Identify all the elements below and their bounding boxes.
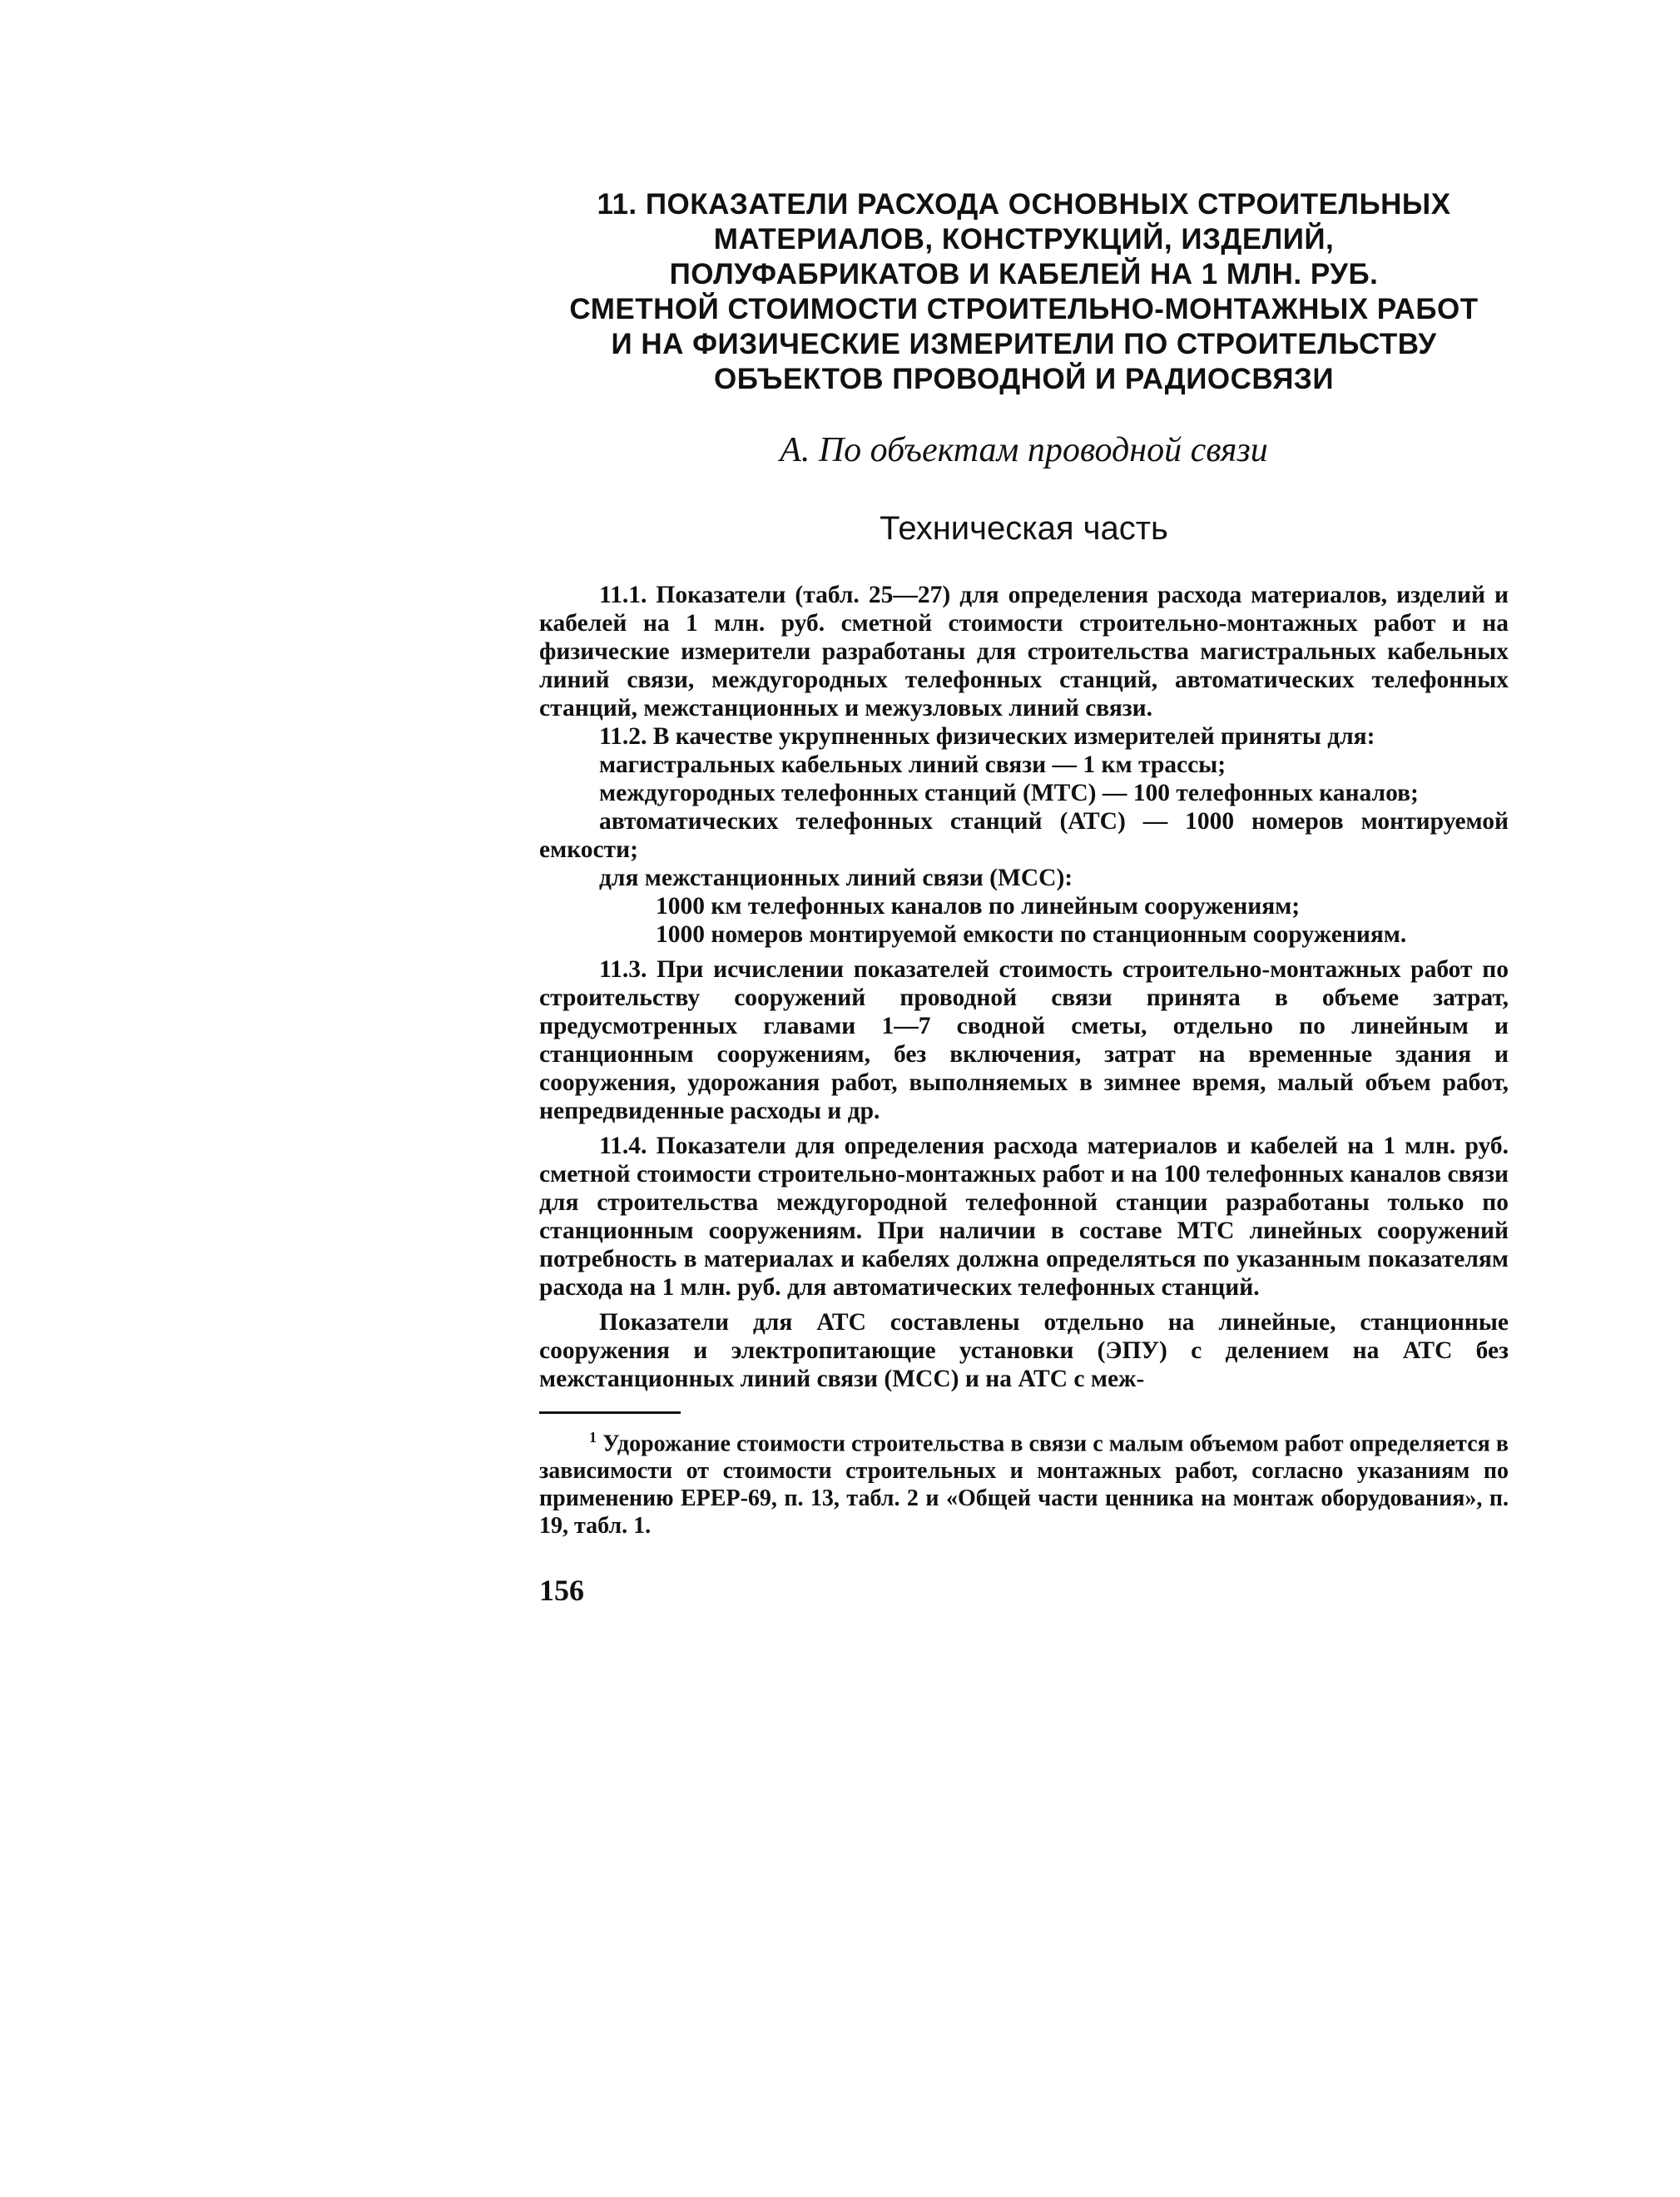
chapter-title [539, 187, 1509, 397]
paragraph-ats: Показатели для АТС составлены отдельно на линейные, станционные сооружения и электропитающие установки (ЭПУ) с делением на АТС без межстанционных линий связи (МСС) и на АТС с меж- [539, 1309, 1509, 1392]
list-item: автоматических телефонных станций (АТС) — 1000 номеров монтируемой емкости; [539, 808, 1509, 863]
chapter-title-line: ПОЛУФАБРИКАТОВ И КАБЕЛЕЙ НА 1 МЛН. РУБ. [669, 258, 1379, 290]
part-heading: Техническая часть [880, 510, 1168, 547]
footnote [539, 1424, 1509, 1540]
list-subitem: 1000 км телефонных каналов по линейным сооружениям; [656, 893, 1301, 920]
list-subitem: 1000 номеров монтируемой емкости по станционным сооружениям. [656, 921, 1407, 948]
paragraph-11-2: 11.2. В качестве укрупненных физических измерителей приняты для: [599, 723, 1375, 750]
page-number: 156 [539, 1574, 584, 1608]
document-page [539, 187, 1509, 1608]
paragraph-11-4: 11.4. Показатели для определения расхода материалов и кабелей на 1 млн. руб. сметной стоимости строительно-монтажных работ и на 100 телефонных каналов связи для строительства междугородной телефонной станции разработаны только по станционным сооружениям. При наличии в составе МТС линейных сооружений потребность в материалах и кабелях должна определяться по указанным показателям расхода на 1 млн. руб. для автоматических телефонных станций. [539, 1133, 1509, 1301]
chapter-title-line: СМЕТНОЙ СТОИМОСТИ СТРОИТЕЛЬНО-МОНТАЖНЫХ РАБОТ [569, 293, 1479, 325]
list-item: магистральных кабельных линий связи — 1 км трассы; [599, 751, 1227, 778]
footnote-text: Удорожание стоимости строительства в связи с малым объемом работ определяется в зависимости от стоимости строительных и монтажных работ, согласно указаниям по применению ЕРЕР-69, п. 13, табл. 2 и «Общей части ценника на монтаж оборудования», п. 19, табл. 1. [539, 1431, 1509, 1540]
list-item: для межстанционных линий связи (МСС): [599, 865, 1073, 891]
chapter-title-line: ОБЪЕКТОВ ПРОВОДНОЙ И РАДИОСВЯЗИ [714, 363, 1334, 395]
footnote-divider [539, 1411, 681, 1414]
chapter-title-line: И НА ФИЗИЧЕСКИЕ ИЗМЕРИТЕЛИ ПО СТРОИТЕЛЬСТВУ [611, 328, 1437, 360]
paragraph-11-1: 11.1. Показатели (табл. 25—27) для определения расхода материалов, изделий и кабелей на 1 млн. руб. сметной стоимости строительно-монтажных работ и на физические измерители разработаны для строительства магистральных кабельных линий связи, междугородных телефонных станций, автоматических телефонных станций, межстанционных и межузловых линий связи. [539, 582, 1509, 722]
chapter-title-line: 11. ПОКАЗАТЕЛИ РАСХОДА ОСНОВНЫХ СТРОИТЕЛЬНЫХ [597, 188, 1451, 221]
footnote-marker: 1 [589, 1429, 597, 1446]
paragraph-11-3: 11.3. При исчислении показателей стоимость строительно-монтажных работ по строительству сооружений проводной связи принята в объеме затрат, предусмотренных главами 1—7 сводной сметы, отдельно по линейным и станционным сооружениям, без включения, затрат на временные здания и сооружения, удорожания работ, выполняемых в зимнее время, малый объем работ, непредвиденные расходы и др. [539, 956, 1509, 1124]
chapter-title-line: МАТЕРИАЛОВ, КОНСТРУКЦИЙ, ИЗДЕЛИЙ, [713, 223, 1335, 255]
list-item: междугородных телефонных станций (МТС) — 100 телефонных каналов; [599, 780, 1419, 806]
body-text [539, 581, 1509, 1393]
section-subtitle: А. По объектам проводной связи [780, 431, 1268, 469]
